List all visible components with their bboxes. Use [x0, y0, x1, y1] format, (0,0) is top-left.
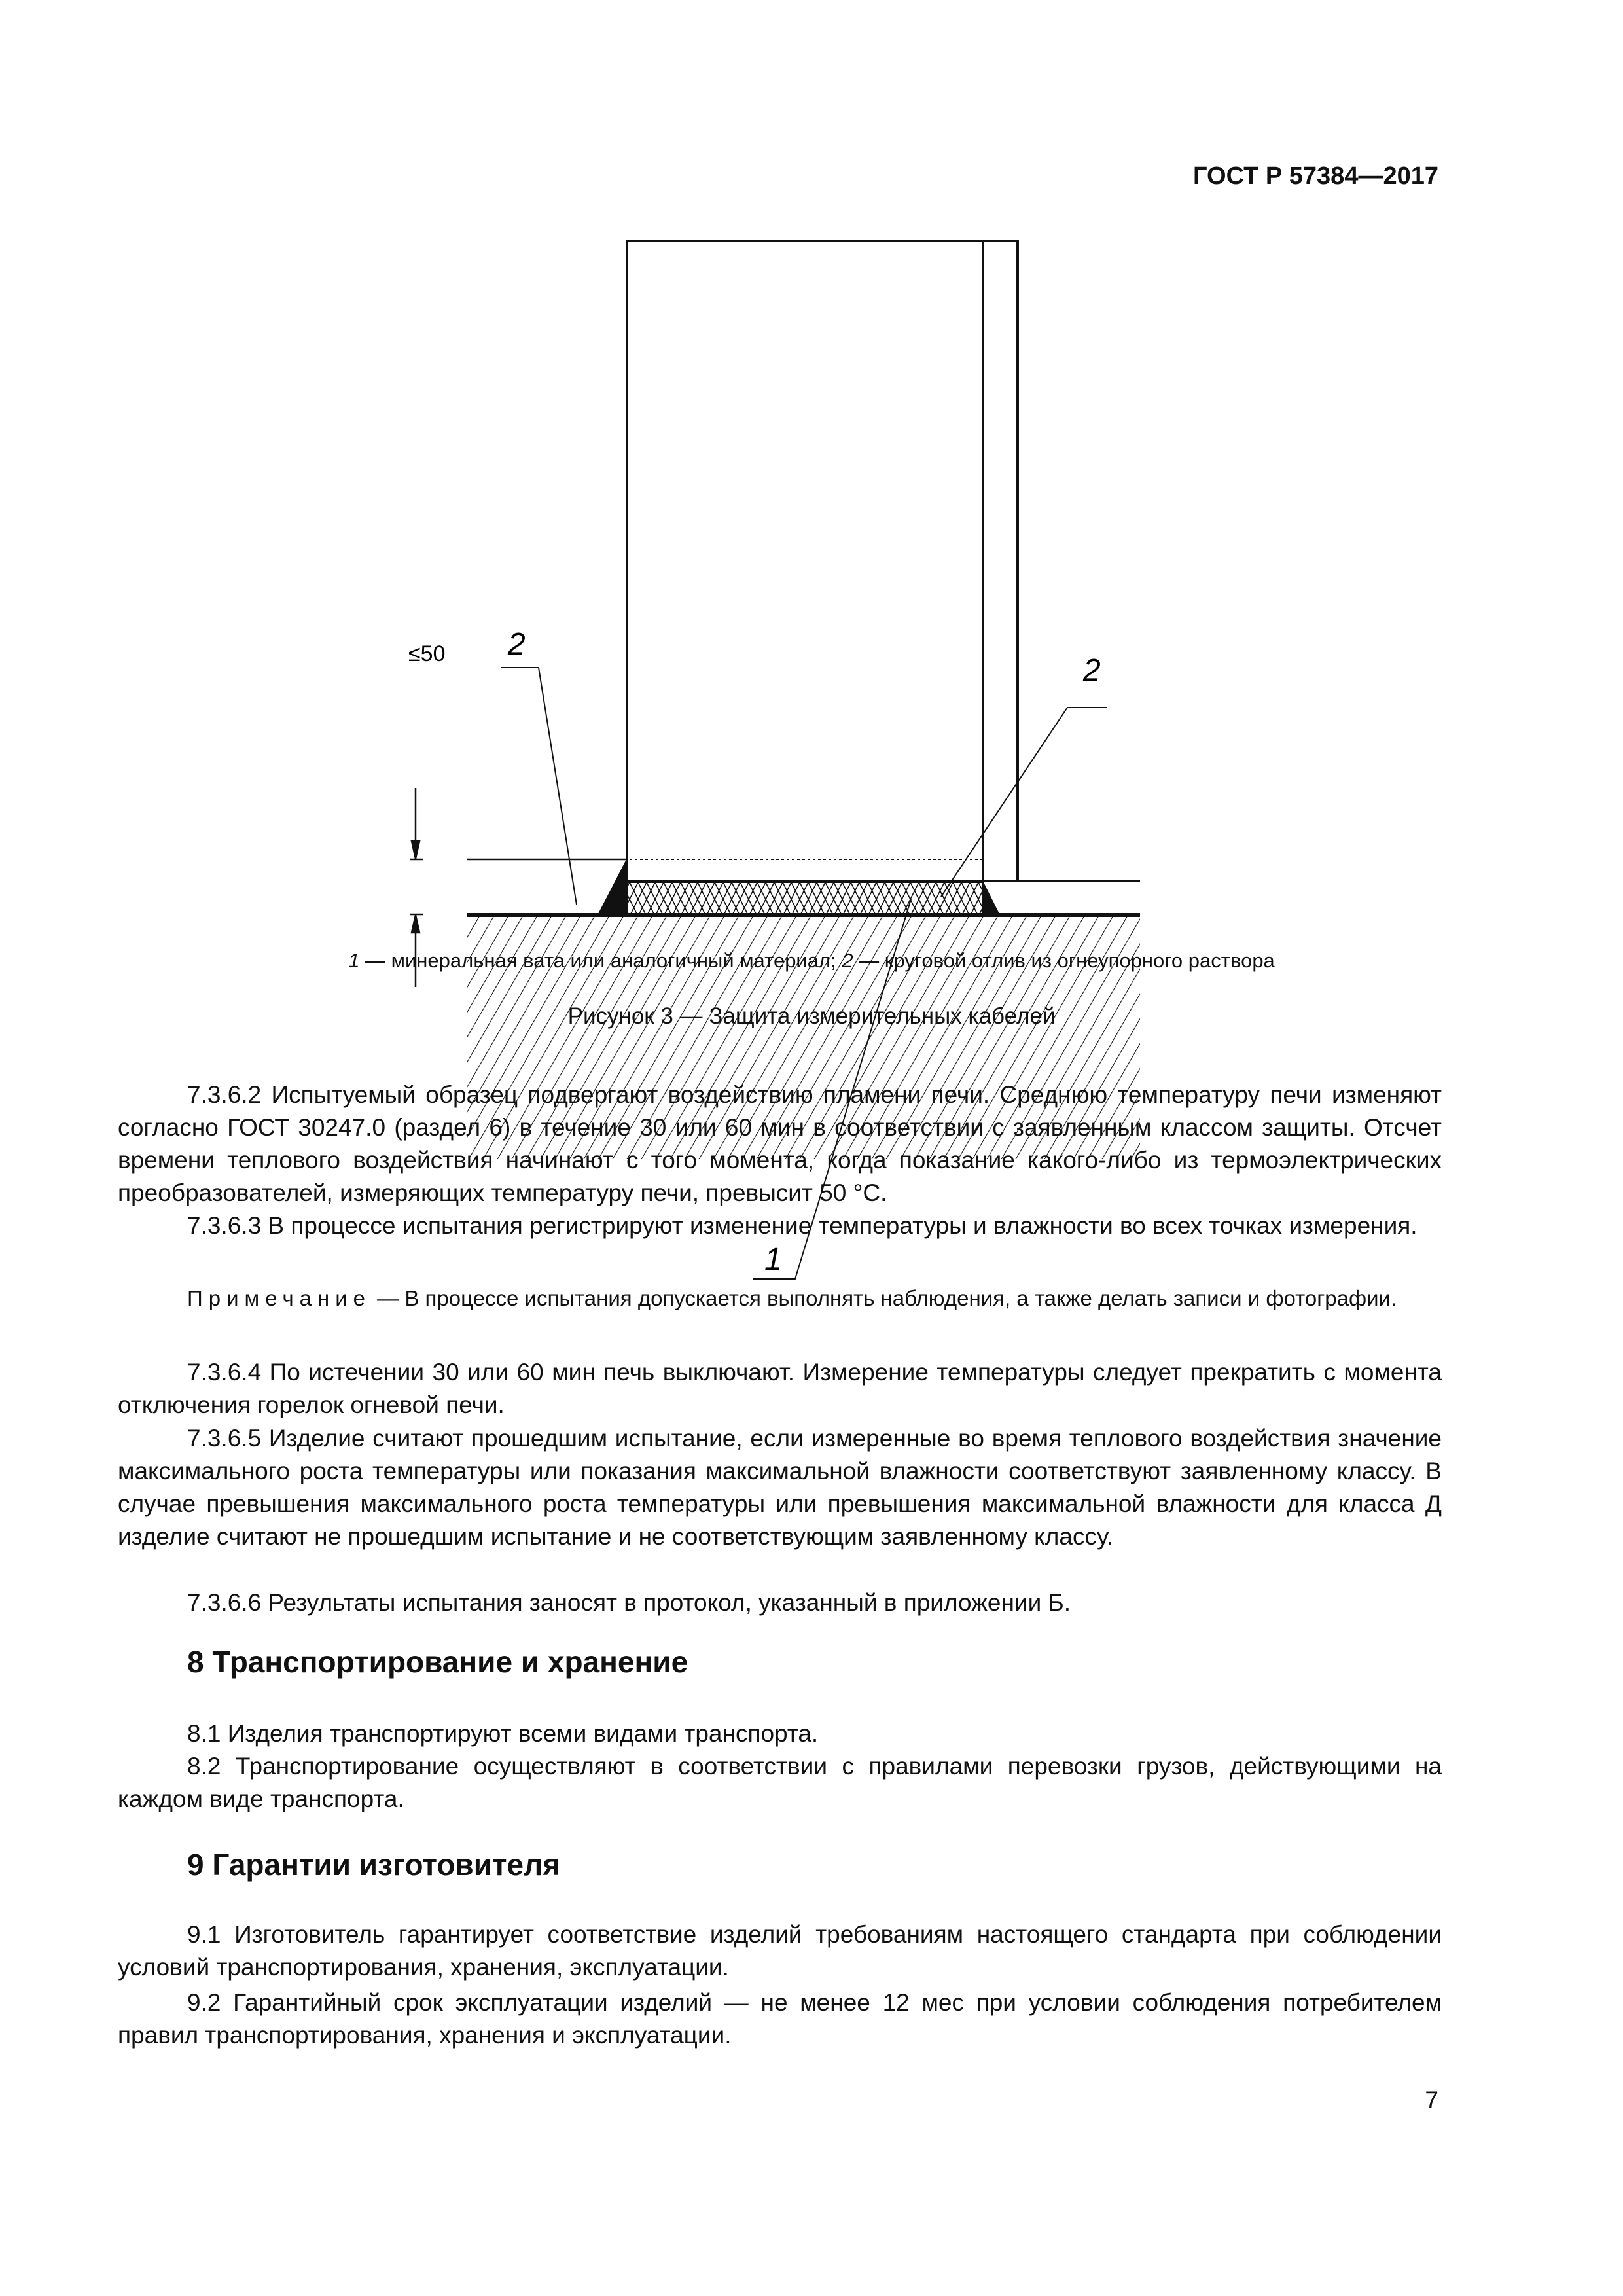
section-9-heading: 9 Гарантии изготовителя [187, 1848, 561, 1882]
document-id: ГОСТ Р 57384—2017 [1193, 162, 1438, 190]
figure-legend [0, 949, 1623, 973]
paragraph-text: 7.3.6.2 Испытуемый образец подвергают воздействию пламени печи. Среднюю температуру печи изменяют согласно ГОСТ 30247.0 (раздел 6) в течение 30 или 60 мин в соответствии с заявленным классом защиты. Отсчет времени теплового воздействия начинают с того момента, когда показание какого-либо из термоэлектрических преобразователей, измеряющих температуру печи, превысит 50 °С. [118, 1081, 1442, 1206]
paragraph-text: 7.3.6.4 По истечении 30 или 60 мин печь выключают. Измерение температуры следует прекратить с момента отключения горелок огневой печи. [118, 1359, 1442, 1418]
paragraph-text: 9.2 Гарантийный срок эксплуатации изделий — не менее 12 мес при условии соблюдения потребителем правил транспортирования, хранения и эксплуатации. [118, 1989, 1442, 2049]
dimension-label: ≤50 [408, 641, 446, 666]
legend-num-2: 2 [842, 949, 853, 972]
legend-text-2: — круговой отлив из огнеупорного раствора [853, 949, 1275, 972]
label-2-right: 2 [1083, 653, 1101, 688]
paragraph-text: 7.3.6.3 В процессе испытания регистрируют изменение температуры и влажности во всех точках измерения. [187, 1212, 1418, 1239]
paragraph-text: 7.3.6.5 Изделие считают прошедшим испытание, если измеренные во время теплового воздействия значение максимального роста температуры или показания максимальной влажности соответствуют заявленному классу. В случае превышения максимального роста температуры или превышения максимальной влажности для класса Д изделие считают не прошедшим испытание и не соответствующим заявленному классу. [118, 1425, 1442, 1550]
paragraph-text: 7.3.6.6 Результаты испытания заносят в протокол, указанный в приложении Б. [187, 1589, 1071, 1616]
paragraph-9-2 [118, 1986, 1442, 2052]
legend-text-1: — минеральная вата или аналогичный материал; [359, 949, 842, 972]
paragraph-8-1 [118, 1717, 1442, 1750]
paragraph-7-3-6-5 [118, 1422, 1442, 1553]
paragraph-9-1 [118, 1918, 1442, 1984]
label-2-left: 2 [508, 627, 526, 662]
paragraph-7-3-6-6 [118, 1587, 1442, 1619]
figure-caption: Рисунок 3 — Защита измерительных кабелей [567, 1003, 1056, 1029]
paragraph-8-2 [118, 1750, 1442, 1816]
note [118, 1282, 1442, 1315]
paragraph-7-3-6-3 [118, 1210, 1442, 1242]
right-mortar-fillet [983, 881, 1000, 915]
paragraph-text: 9.1 Изготовитель гарантирует соответствие изделий требованиям настоящего стандарта при соблюдении условий транспортирования, хранения, эксплуатации. [118, 1921, 1442, 1981]
section-8-heading: 8 Транспортирование и хранение [187, 1645, 688, 1679]
paragraph-7-3-6-2 [118, 1079, 1442, 1210]
legend-num-1: 1 [348, 949, 360, 972]
paragraph-text: 8.1 Изделия транспортируют всеми видами транспорта. [187, 1720, 819, 1747]
page-number: 7 [1425, 2087, 1438, 2113]
paragraph-7-3-6-4 [118, 1356, 1442, 1422]
note-label: Примечание [187, 1286, 372, 1310]
paragraph-text: 8.2 Транспортирование осуществляют в соответствии с правилами перевозки грузов, действующими на каждом виде транспорта. [118, 1753, 1442, 1812]
mineral-wool [627, 882, 983, 914]
box-side-strip [983, 241, 1018, 881]
label-1: 1 [764, 1242, 782, 1277]
tested-box [627, 241, 983, 881]
note-text: — В процессе испытания допускается выполнять наблюдения, а также делать записи и фотографии. [371, 1286, 1397, 1310]
left-mortar-fillet [597, 858, 627, 915]
